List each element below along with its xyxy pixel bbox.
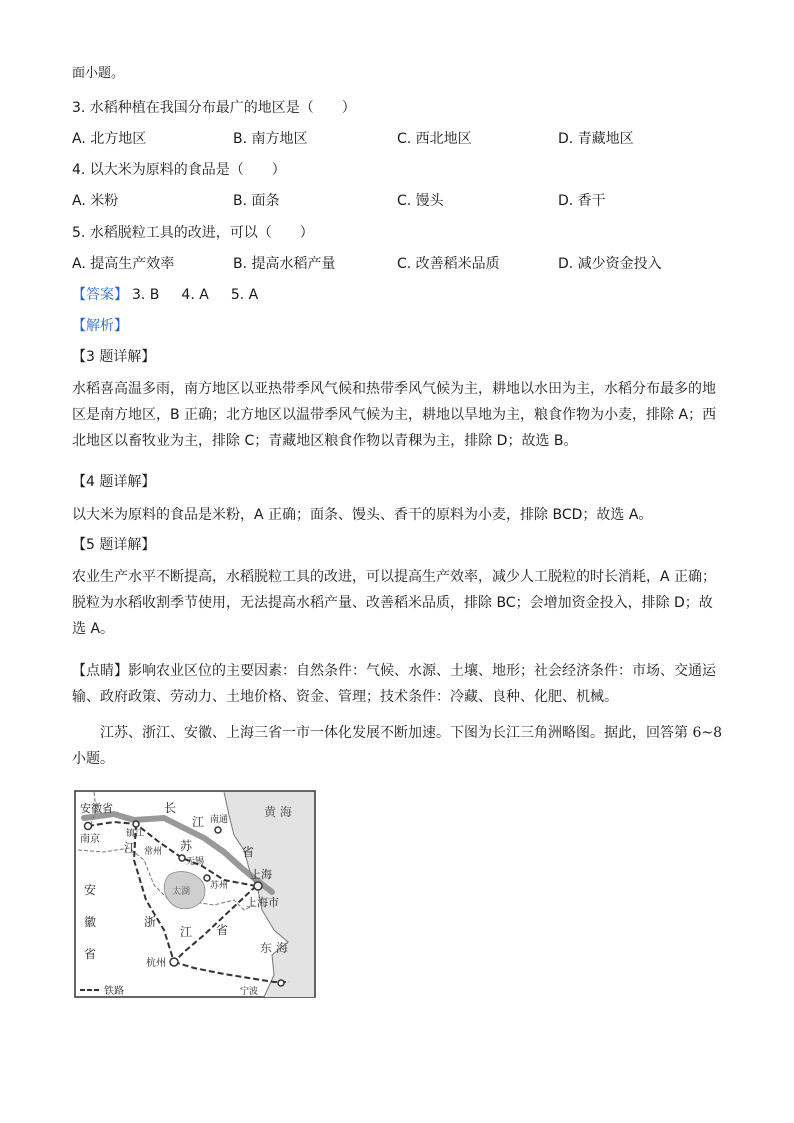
q4-option-d: D. 香干	[558, 193, 606, 209]
detail-4-line: 以大米为原料的食品是米粉，A 正确；面条、馒头、香干的原料为小麦，排除 BCD；故选 A。	[72, 507, 653, 523]
label-nantong: 南通	[210, 815, 229, 825]
q4-option-a: A. 米粉	[72, 193, 119, 209]
yangtze-delta-map	[74, 790, 316, 998]
label-yellow-sea: 黄 海	[264, 805, 292, 819]
detail-3-text	[72, 376, 722, 454]
city-dot-hangzhou	[170, 958, 178, 966]
detail-3-title: 【3 题详解】	[72, 349, 156, 365]
label-an: 安	[84, 883, 97, 897]
label-zhe: 浙	[144, 915, 157, 929]
label-hangzhou: 杭州	[146, 958, 166, 969]
q5-option-a: A. 提高生产效率	[72, 256, 175, 272]
label-zhenjiang: 镇江	[126, 829, 145, 839]
answer-label: 【答案】	[72, 287, 128, 303]
q3-option-d: D. 青藏地区	[558, 131, 634, 147]
label-ningbo: 宁波	[240, 987, 259, 997]
question-4-stem: 4. 以大米为原料的食品是（ ）	[72, 162, 286, 178]
point-text	[72, 658, 722, 710]
label-sheng: 省	[242, 845, 255, 859]
map-svg	[74, 790, 316, 998]
detail-3-line: 北地区以畜牧业为主，排除 C；青藏地区粮食作物以青稞为主，排除 D；故选 B。	[72, 433, 578, 449]
q3-option-b: B. 南方地区	[233, 131, 308, 147]
answer-value: 4. A	[181, 287, 209, 303]
label-jiang: 江	[192, 815, 205, 829]
label-zhejiang-sheng: 省	[216, 923, 229, 937]
detail-5-title: 【5 题详解】	[72, 537, 156, 553]
point-line: 【点睛】影响农业区位的主要因素：自然条件：气候、水源、土壤、地形；社会经济条件：市场、交通运	[72, 663, 716, 679]
city-dot-wuxi	[179, 855, 185, 861]
question-3-stem: 3. 水稻种植在我国分布最广的地区是（ ）	[72, 100, 356, 116]
q5-option-d: D. 减少资金投入	[558, 256, 662, 272]
detail-5-line: 农业生产水平不断提高，水稻脱粒工具的改进，可以提高生产效率，减少人工脱粒的时长消耗，A 正确；	[72, 569, 717, 585]
label-east-sea: 东 海	[260, 941, 288, 955]
city-dot-zhenjiang	[133, 821, 139, 827]
q4-option-b: B. 面条	[233, 193, 280, 209]
label-wuxi: 无锡	[186, 857, 205, 867]
label-changzhou: 常州	[144, 847, 163, 857]
next-intro	[72, 720, 722, 772]
label-anhui-sheng: 省	[84, 947, 97, 961]
detail-4-title: 【4 题详解】	[72, 474, 156, 490]
analysis-label: 【解析】	[72, 318, 128, 334]
point-line: 输、政府政策、劳动力、土地价格、资金、管理；技术条件：冷藏、良种、化肥、机械。	[72, 689, 618, 705]
label-suzhou: 苏州	[210, 881, 229, 891]
city-dot-nantong	[215, 827, 221, 833]
city-dot-ningbo	[278, 980, 284, 986]
intro-tail: 面小题。	[72, 66, 125, 81]
q5-option-c: C. 改善稻米品质	[397, 256, 500, 272]
label-taihu: 太湖	[172, 887, 191, 897]
label-shanghai: 上海	[250, 868, 272, 881]
label-zhejiang-jiang: 江	[180, 925, 193, 939]
label-shanghai-city: 上海市	[246, 896, 279, 909]
city-dot-nanjing	[85, 823, 92, 830]
label-anhui-province: 安徽省	[80, 802, 113, 815]
detail-5-line: 选 A。	[72, 621, 115, 637]
next-intro-line: 江苏、浙江、安徽、上海三省一市一体化发展不断加速。下图为长江三角洲略图。据此，回答第 6~8	[100, 725, 722, 741]
label-chang: 长	[164, 801, 177, 815]
label-jiangsu-jiang: 江	[124, 841, 137, 855]
answer-value: 5. A	[230, 287, 259, 303]
detail-3-line: 水稻喜高温多雨，南方地区以亚热带季风气候和热带季风气候为主，耕地以水田为主，水稻分布最多的地	[72, 381, 716, 397]
q5-option-b: B. 提高水稻产量	[233, 256, 336, 272]
q3-option-c: C. 西北地区	[397, 131, 472, 147]
q3-option-a: A. 北方地区	[72, 131, 147, 147]
q4-option-c: C. 馒头	[397, 193, 444, 209]
next-intro-line: 小题。	[72, 751, 114, 767]
detail-5-line: 脱粒为水稻收割季节使用，无法提高水稻产量、改善稻米品质，排除 BC；会增加资金投入，排除 D；故	[72, 595, 713, 611]
detail-4-text	[72, 502, 722, 528]
answer-value: 3. B	[132, 287, 160, 303]
legend-railway-label: 铁路	[104, 986, 124, 997]
label-hui: 徽	[84, 915, 97, 929]
label-nanjing: 南京	[80, 834, 100, 845]
detail-5-text	[72, 564, 722, 642]
answer-line	[72, 285, 258, 305]
detail-3-line: 区是南方地区，B 正确；北方地区以温带季风气候为主，耕地以旱地为主，粮食作物为小麦，排除 A；西	[72, 407, 717, 423]
city-dot-shanghai	[254, 882, 262, 890]
question-5-stem: 5. 水稻脱粒工具的改进，可以（ ）	[72, 225, 314, 241]
label-su: 苏	[180, 839, 193, 853]
